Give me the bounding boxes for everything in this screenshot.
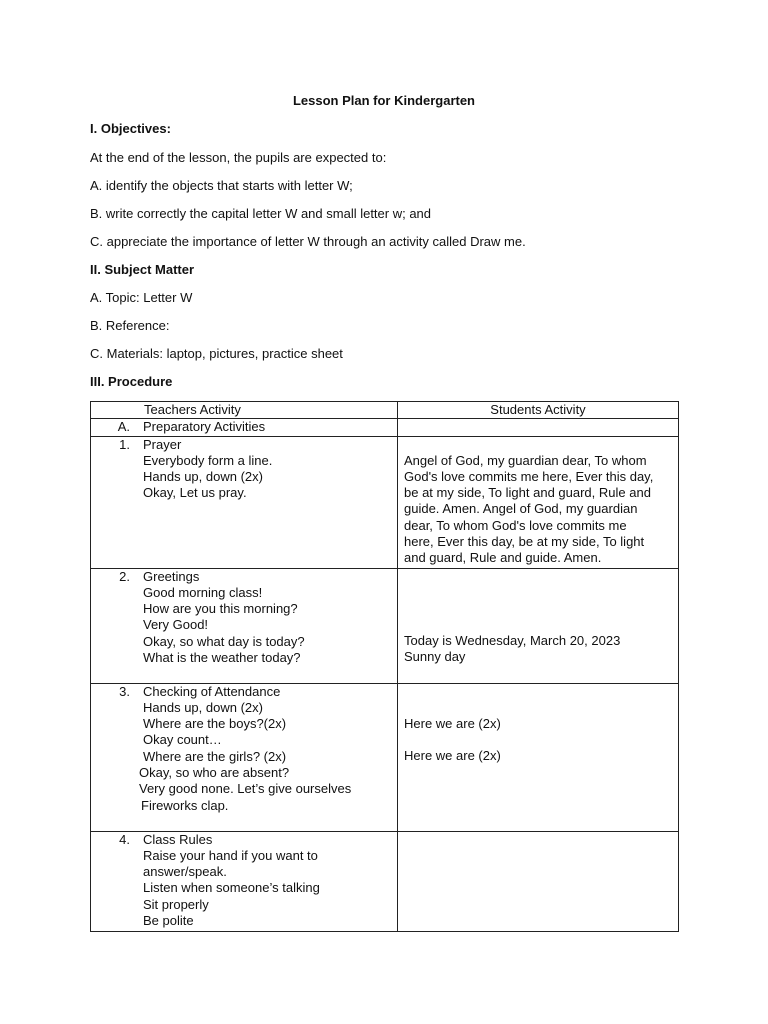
teacher-cell xyxy=(91,831,398,931)
teacher-line: Okay, so who are absent? xyxy=(139,765,290,781)
row-number: 3. xyxy=(119,683,130,699)
table-row xyxy=(91,831,679,931)
teacher-line: Good morning class! xyxy=(143,584,263,600)
teacher-line: Sit properly xyxy=(143,896,209,912)
subject-matter-item: B. Reference: xyxy=(90,318,170,333)
teacher-line: Everybody form a line. xyxy=(143,452,273,468)
teacher-line: Okay, Let us pray. xyxy=(143,485,247,501)
student-line: Here we are (2x) xyxy=(404,715,501,731)
teacher-cell xyxy=(91,568,398,683)
table-row xyxy=(91,568,679,683)
header-students-activity: Students Activity xyxy=(398,402,679,419)
student-line: here, Ever this day, be at my side, To light xyxy=(404,534,645,550)
student-cell xyxy=(398,568,679,683)
teacher-line: Where are the boys?(2x) xyxy=(143,716,287,732)
objective-item: A. identify the objects that starts with letter W; xyxy=(90,178,353,193)
preparatory-student-cell xyxy=(398,419,679,436)
activity-title: Checking of Attendance xyxy=(143,683,281,699)
preparatory-label: A. xyxy=(117,419,130,435)
preparatory-text: Preparatory Activities xyxy=(143,419,266,435)
student-cell xyxy=(398,683,679,831)
student-line: Angel of God, my guardian dear, To whom xyxy=(404,452,647,468)
table-row xyxy=(91,683,679,831)
teacher-line: Hands up, down (2x) xyxy=(143,699,263,715)
student-line: Today is Wednesday, March 20, 2023 xyxy=(404,632,621,648)
student-cell xyxy=(398,436,679,568)
table-row-preparatory xyxy=(91,419,679,436)
student-line: God's love commits me here, Ever this day, xyxy=(404,468,654,484)
student-line: Here we are (2x) xyxy=(404,747,501,763)
objective-item: C. appreciate the importance of letter W through an activity called Draw me. xyxy=(90,234,526,249)
teacher-line: Okay count… xyxy=(143,732,222,748)
teacher-cell xyxy=(91,436,398,568)
student-line: guide. Amen. Angel of God, my guardian xyxy=(404,501,638,517)
activity-title: Prayer xyxy=(143,436,182,452)
student-line: dear, To whom God's love commits me xyxy=(404,517,627,533)
teacher-line: What is the weather today? xyxy=(143,650,301,666)
teacher-line: answer/speak. xyxy=(143,864,227,880)
row-number: 1. xyxy=(119,436,130,452)
procedure-table xyxy=(90,401,679,932)
teacher-line: Where are the girls? (2x) xyxy=(143,748,287,764)
teacher-cell xyxy=(91,683,398,831)
objectives-intro: At the end of the lesson, the pupils are expected to: xyxy=(90,150,387,165)
teacher-line: Fireworks clap. xyxy=(141,797,229,813)
objective-item: B. write correctly the capital letter W and small letter w; and xyxy=(90,206,432,221)
teacher-line: Listen when someone’s talking xyxy=(143,880,320,896)
student-line: Sunny day xyxy=(404,648,466,664)
teacher-line: Be polite xyxy=(143,913,194,929)
objectives-heading: I. Objectives: xyxy=(90,121,171,136)
student-cell xyxy=(398,831,679,931)
row-number: 4. xyxy=(119,831,130,847)
header-teachers-activity: Teachers Activity xyxy=(91,402,398,419)
preparatory-cell xyxy=(91,419,398,436)
subject-matter-heading: II. Subject Matter xyxy=(90,262,195,277)
teacher-line: Very Good! xyxy=(143,617,209,633)
row-number: 2. xyxy=(119,568,130,584)
page-title: Lesson Plan for Kindergarten xyxy=(292,93,476,108)
subject-matter-item: C. Materials: laptop, pictures, practice sheet xyxy=(90,346,343,361)
activity-title: Greetings xyxy=(143,568,200,584)
student-line: be at my side, To light and guard, Rule and xyxy=(404,485,651,501)
teacher-line: How are you this morning? xyxy=(143,601,298,617)
subject-matter-item: A. Topic: Letter W xyxy=(90,290,193,305)
teacher-line: Raise your hand if you want to xyxy=(143,847,318,863)
activity-title: Class Rules xyxy=(143,831,213,847)
teacher-line: Very good none. Let’s give ourselves xyxy=(139,781,352,797)
teacher-line: Hands up, down (2x) xyxy=(143,469,263,485)
teacher-line: Okay, so what day is today? xyxy=(143,633,305,649)
student-line: and guard, Rule and guide. Amen. xyxy=(404,550,602,566)
table-row xyxy=(91,436,679,568)
table-header-row xyxy=(91,402,679,419)
procedure-heading: III. Procedure xyxy=(90,374,173,389)
